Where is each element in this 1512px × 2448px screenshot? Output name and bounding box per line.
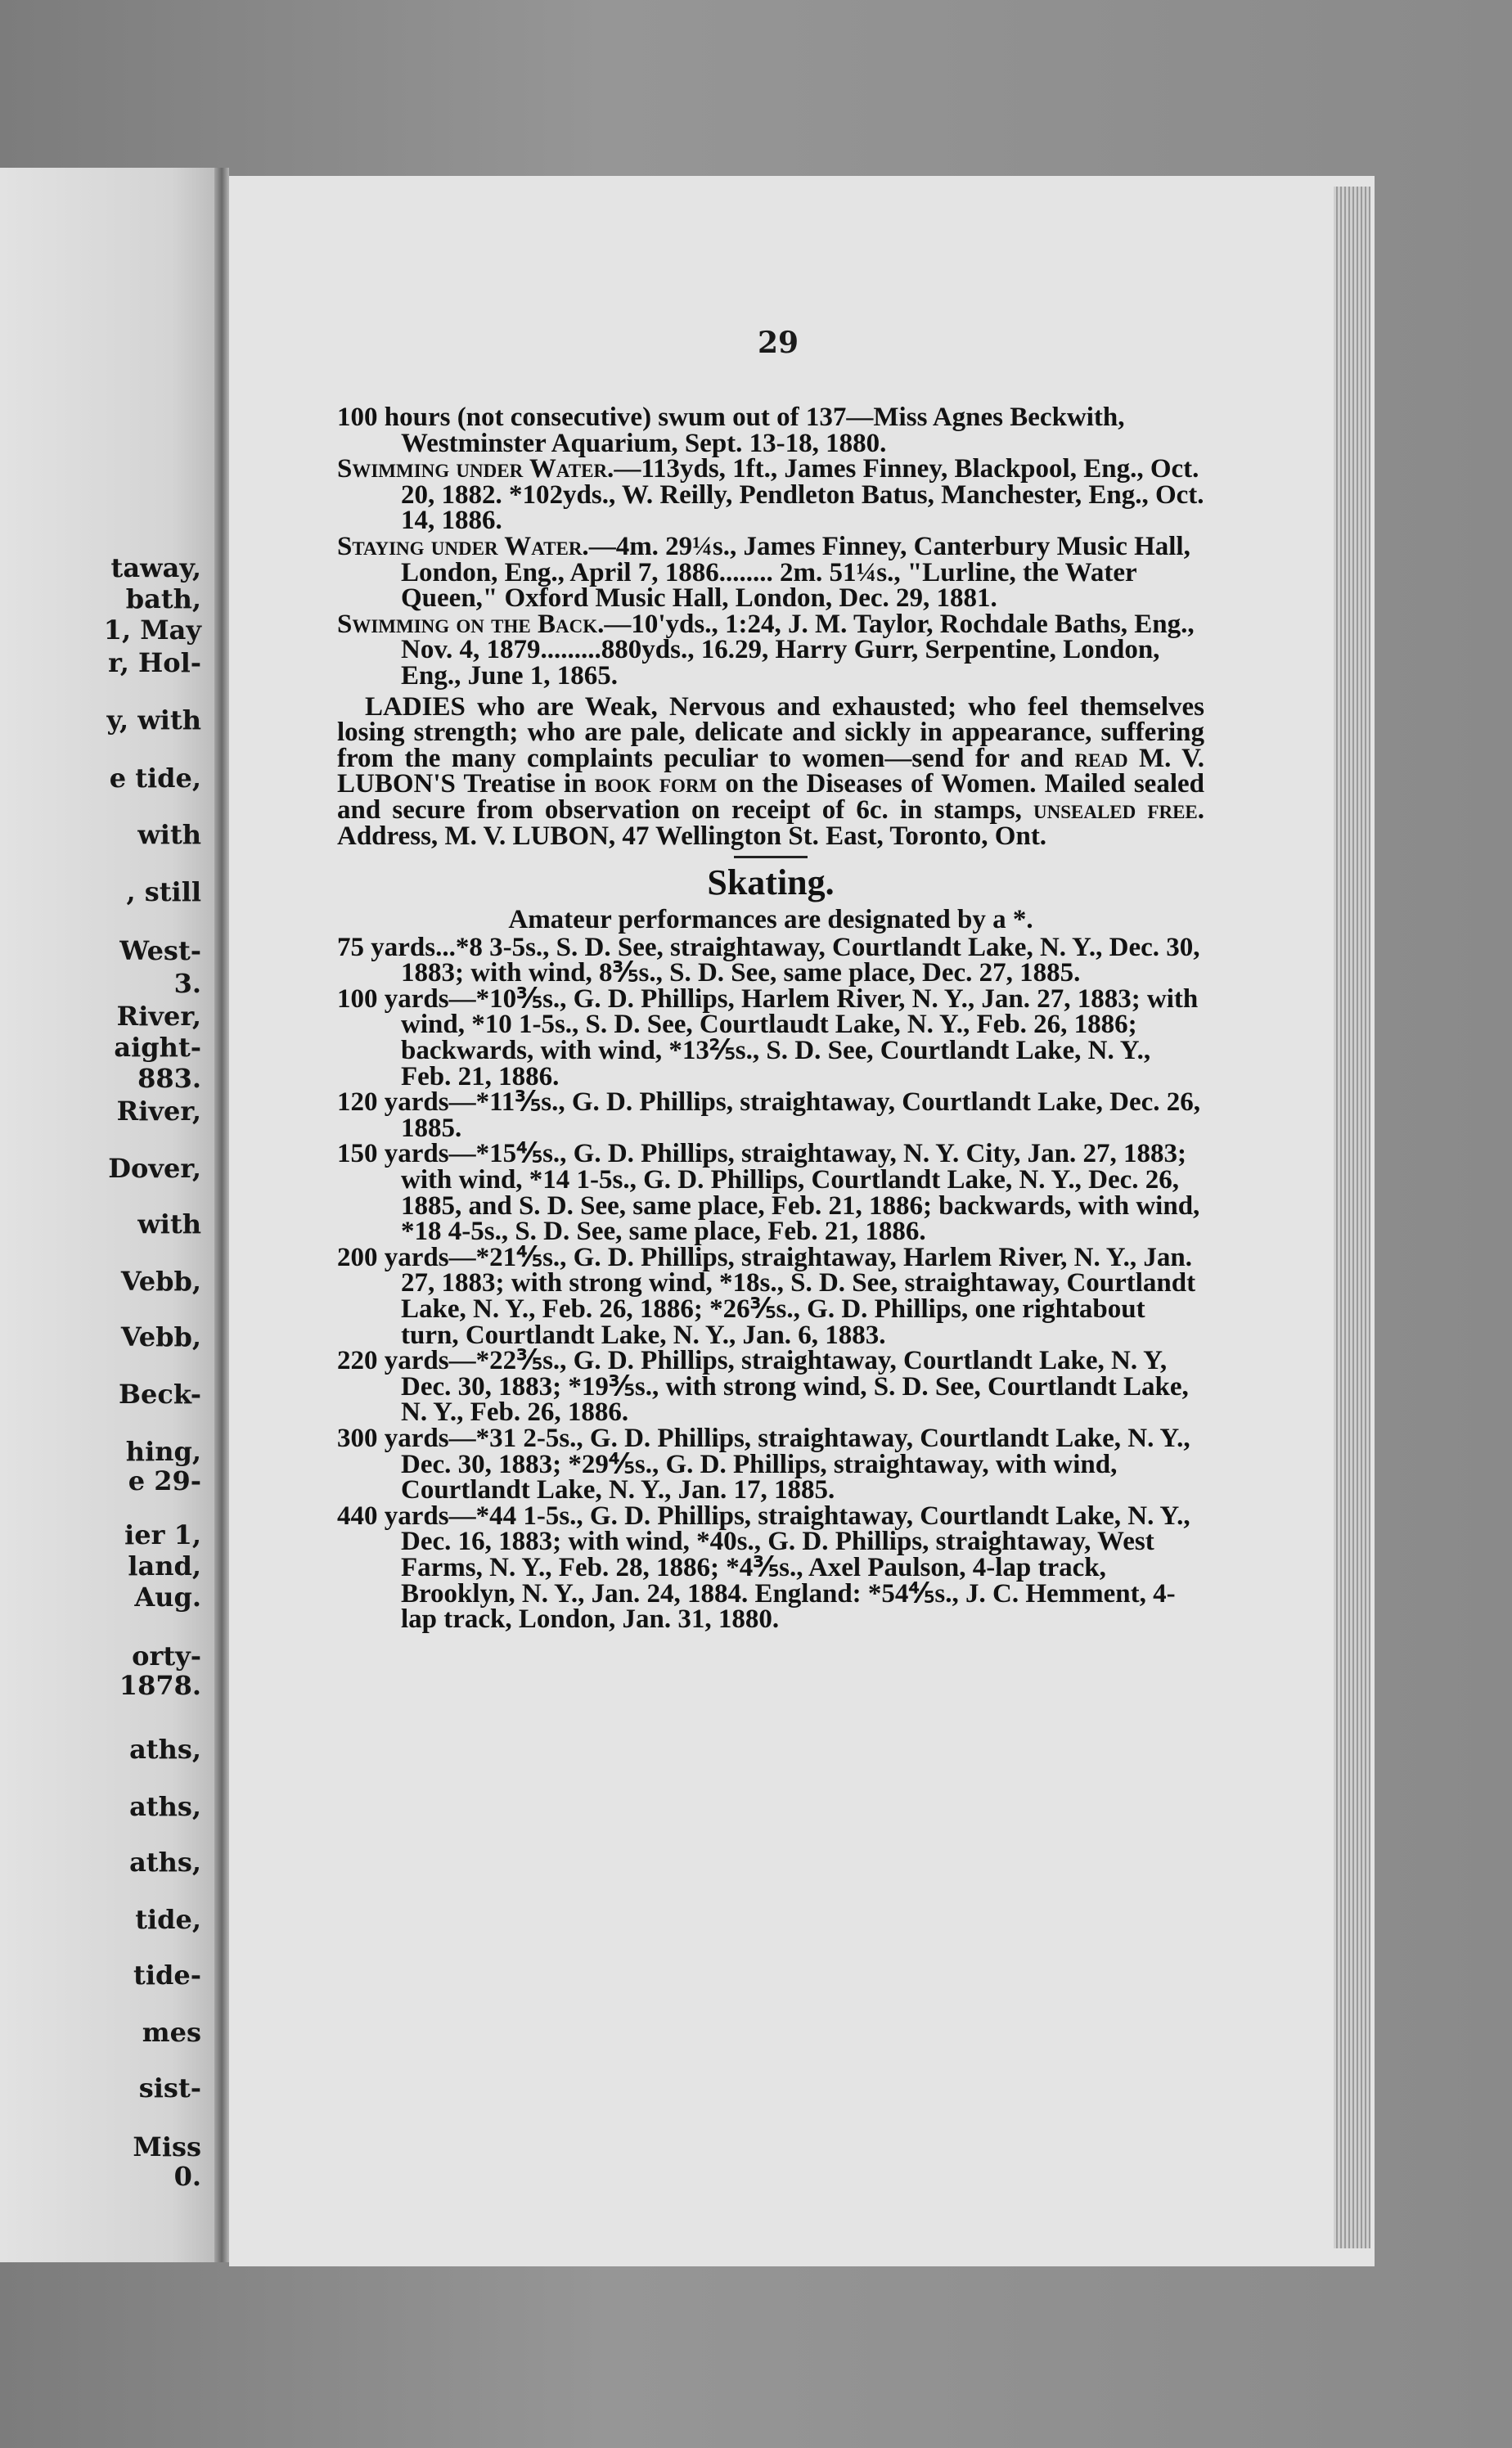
left-page <box>0 168 214 2262</box>
left-page-fragment: hing, <box>125 1436 201 1467</box>
page-number: 29 <box>758 326 799 360</box>
section-heading: Skating. <box>707 862 835 903</box>
page-edges <box>1334 187 1370 2248</box>
entry-text: yards—*44 1-5s., G. D. Phillips, straightaway, Courtlandt Lake, N. Y., Dec. 16, 1883; with wind, *40s., G. D. Phillips, straightaway, West Farms, N. Y., Feb. 28, 1886; *4⅗s., Axel Paulson, 4-lap track, Brooklyn, N. Y., Jan. 24, 1884. England: *54⅘s., J. C. Hemment, 4-lap track, London, Jan. 31, 1880. <box>384 1501 1190 1635</box>
left-page-fragment: 883. <box>137 1063 201 1094</box>
left-page-fragment: 1, May <box>103 614 201 646</box>
left-page-fragment: e tide, <box>109 763 201 794</box>
left-page-fragment: 0. <box>173 2161 201 2192</box>
left-page-fragment: aths, <box>129 1791 201 1822</box>
left-page-fragment: bath, <box>125 583 201 614</box>
left-page-fragment: Vebb, <box>120 1321 201 1352</box>
skating-records-list <box>337 932 1204 1635</box>
left-page-fragment: with <box>137 819 201 850</box>
left-page-fragment: e 29- <box>128 1465 201 1496</box>
entry-text: yards—*21⅘s., G. D. Phillips, straightaway, Harlem River, N. Y., Jan. 27, 1883; with strong wind, *18s., S. D. See, straightaway, Courtlandt Lake, N. Y., Feb. 26, 1886; *26⅗s., G. D. Phillips, one rightabout turn, Courtlandt Lake, N. Y., Jan. 6, 1883. <box>384 1242 1196 1350</box>
left-page-fragment: tide- <box>133 1960 201 1991</box>
skating-entry <box>337 1501 1204 1635</box>
left-page-fragment: Dover, <box>108 1153 201 1184</box>
entry-distance: 100 <box>337 983 378 1014</box>
left-page-fragment: River, <box>116 1001 201 1032</box>
entry-text: yards—*11⅗s., G. D. Phillips, straightaway, Courtlandt Lake, Dec. 26, 1885. <box>384 1087 1201 1143</box>
left-page-fragment: Miss <box>133 2131 201 2162</box>
entry-distance: 75 <box>337 932 364 962</box>
left-page-fragment: aths, <box>129 1734 201 1765</box>
record-swimming-under-water: Swimming under Water.—113yds, 1ft., James Finney, Blackpool, Eng., Oct. 20, 1882. *102yds., W. Reilly, Pendleton Batus, Manchester, Eng., Oct. 14, 1886. <box>337 454 1204 536</box>
left-page-fragment: land, <box>128 1550 201 1582</box>
left-page-fragment: 3. <box>173 968 201 999</box>
section-note: Amateur performances are designated by a *. <box>508 905 1033 935</box>
left-page-fragment: 1878. <box>119 1670 201 1701</box>
left-page-fragment: River, <box>116 1096 201 1127</box>
skating-entry <box>337 1423 1204 1505</box>
entry-text: yards—*15⅘s., G. D. Phillips, straightaway, N. Y. City, Jan. 27, 1883; with wind, *14 1-5s., G. D. Phillips, Courtlandt Lake, N. Y., Dec. 26, 1885, and S. D. See, same place, Feb. 21, 1886; backwards, with wind, *18 4-5s., S. D. See, same place, Feb. 21, 1886. <box>384 1139 1200 1247</box>
left-page-fragment: Vebb, <box>120 1266 201 1297</box>
skating-entry <box>337 1348 1204 1426</box>
left-page-fragment: ier 1, <box>124 1519 201 1550</box>
left-page-fragment: West- <box>119 935 201 966</box>
entry-distance: 300 <box>337 1423 378 1453</box>
entry-distance: 200 <box>337 1242 378 1272</box>
record-staying-under-water: Staying under Water.—4m. 29¼s., James Finney, Canterbury Music Hall, London, Eng., April 7, 1886........ 2m. 51¼s., "Lurline, the Water Queen," Oxford Music Hall, London, Dec. 29, 1881. <box>337 531 1190 614</box>
entry-distance: 150 <box>337 1139 378 1169</box>
record-swimming-on-back: Swimming on the Back.—10'yds., 1:24, J. M. Taylor, Rochdale Baths, Eng., Nov. 4, 1879.........880yds., 16.29, Harry Gurr, Serpentine, London, Eng., June 1, 1865. <box>337 609 1195 691</box>
left-page-fragment: , still <box>126 876 201 907</box>
book-gutter <box>214 168 229 2262</box>
entry-text: yards...*8 3-5s., S. D. See, straightaway, Courtlandt Lake, N. Y., Dec. 30, 1883; with wind, 8⅗s., S. D. See, same place, Dec. 27, 1885. <box>371 932 1200 988</box>
skating-entry <box>337 983 1204 1091</box>
entry-distance: 440 <box>337 1501 378 1531</box>
left-page-fragment: aight- <box>114 1032 201 1063</box>
left-page-fragment: Aug. <box>134 1582 201 1613</box>
left-page-fragment: aths, <box>129 1847 201 1878</box>
entry-text: yards—*10⅗s., G. D. Phillips, Harlem River, N. Y., Jan. 27, 1883; with wind, *10 1-5s., S. D. See, Courtlaudt Lake, N. Y., Feb. 26, 1886; backwards, with wind, *13⅖s., S. D. See, Courtlandt Lake, N. Y., Feb. 21, 1886. <box>384 983 1199 1091</box>
left-page-fragment: r, Hol- <box>108 647 201 678</box>
skating-entry <box>337 1087 1204 1143</box>
left-page-fragment: taway, <box>110 552 201 583</box>
section-divider <box>734 856 808 858</box>
entry-distance: 220 <box>337 1346 378 1376</box>
entry-text: yards—*31 2-5s., G. D. Phillips, straightaway, Courtlandt Lake, N. Y., Dec. 30, 1883; *29⅘s., G. D. Phillips, straightaway, with wind, Courtlandt Lake, N. Y., Jan. 17, 1885. <box>384 1423 1190 1505</box>
skating-entry <box>337 932 1204 988</box>
entry-text: yards—*22⅗s., G. D. Phillips, straightaway, Courtlandt Lake, N. Y, Dec. 30, 1883; *19⅗s., with strong wind, S. D. See, Courtlandt Lake, N. Y., Feb. 26, 1886. <box>384 1346 1189 1428</box>
left-page-fragment: y, with <box>106 704 201 736</box>
record-hours: 100 hours (not consecutive) swum out of 137—Miss Agnes Beckwith, Westminster Aquarium, Sept. 13-18, 1880. <box>337 403 1125 458</box>
advertisement-paragraph: LADIES who are Weak, Nervous and exhausted; who feel themselves losing strength; who are pale, delicate and sickly in appearance, suffering from the many complaints peculiar to women—send for and read M. V. LUBON'S Treatise in book form on the Diseases of Women. Mailed sealed and secure from observation on receipt of 6c. in stamps, unsealed free. Address, M. V. LUBON, 47 Wellington St. East, Toronto, Ont. <box>337 691 1204 851</box>
left-page-fragment: Beck- <box>118 1379 201 1410</box>
skating-entry <box>337 1242 1204 1350</box>
left-page-fragment: tide, <box>135 1904 201 1935</box>
left-page-fragment: sist- <box>138 2072 201 2104</box>
skating-entry <box>337 1139 1204 1247</box>
page-body <box>337 405 1204 1633</box>
left-page-fragment: mes <box>142 2017 201 2048</box>
left-page-fragment: with <box>137 1208 201 1240</box>
left-page-fragment: orty- <box>132 1640 201 1672</box>
entry-distance: 120 <box>337 1087 378 1118</box>
